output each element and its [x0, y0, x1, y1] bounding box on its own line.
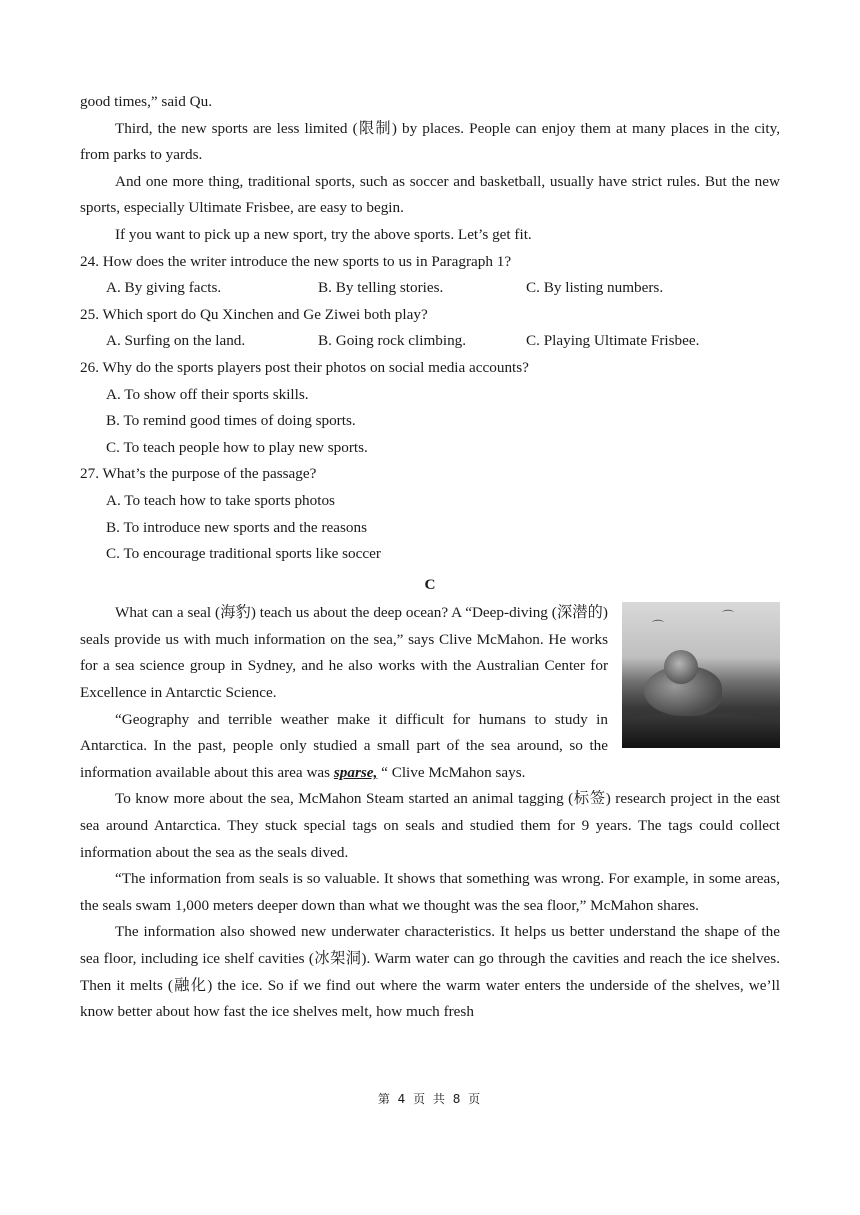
exam-page [80, 89, 780, 1026]
paragraph: And one more thing, traditional sports, such as soccer and basketball, usually have strict rules. But the new sports, especially Ultimate Frisbee, are easy to begin. [80, 172, 780, 217]
question-stem: 27. What’s the purpose of the passage? [80, 465, 317, 483]
question-stem: 26. Why do the sports players post their photos on social media accounts? [80, 358, 529, 376]
paragraph: If you want to pick up a new sport, try the above sports. Let’s get fit. [115, 225, 532, 243]
question-25 [80, 302, 780, 355]
paragraph: The information also showed new underwater characteristics. It helps us better understand the shape of the sea floor, including ice shelf cavities (冰架洞). Warm water can go through the cavities and reach the ice shelves. Then it melts (融化) the ice. So if we find out where the warm water enters the underside of the shelves, we’ll know better about how fast the ice shelves melt, how much fresh [80, 923, 780, 1021]
option-a: A. To show off their sports skills. [106, 385, 309, 403]
section-heading: C [424, 575, 436, 593]
seal-photo [622, 602, 780, 748]
passage-c-intro [80, 600, 780, 786]
option-a: A. Surfing on the land. [106, 332, 246, 350]
option-b: B. To introduce new sports and the reasons [106, 518, 368, 536]
option-b: B. By telling stories. [318, 279, 444, 297]
seagull-icon: ⌒ [652, 619, 665, 634]
paragraph: good times,” said Qu. [80, 93, 213, 110]
paragraph-text: “ Clive McMahon says. [377, 763, 526, 781]
option-c: C. To teach people how to play new sports. [106, 438, 368, 456]
option-row [80, 328, 780, 355]
question-26 [80, 355, 780, 461]
paragraph: Third, the new sports are less limited (限制) by places. People can enjoy them at many places in the city, from parks to yards. [80, 119, 780, 164]
option-b: B. Going rock climbing. [318, 332, 467, 350]
option-row [80, 275, 780, 302]
option-a: A. By giving facts. [106, 279, 222, 297]
paragraph: What can a seal (海豹) teach us about the deep ocean? A “Deep-diving (深潜的) seals provide us with much information on the sea,” says Clive McMahon. He works for a sea science group in Sydney, and he also works with the Australian Center for Excellence in Antarctic Science. [80, 604, 608, 702]
question-stem: 25. Which sport do Qu Xinchen and Ge Ziwei both play? [80, 305, 428, 323]
paragraph: “The information from seals is so valuable. It shows that something was wrong. For example, in some areas, the seals swam 1,000 meters deeper down than what we thought was the sea floor,” McMahon shares. [80, 870, 780, 914]
page-footer: 第 4 页 共 8 页 [377, 1092, 483, 1106]
seagull-icon: ⌒ [722, 609, 735, 624]
option-c: C. To encourage traditional sports like soccer [106, 545, 381, 563]
option-c: C. Playing Ultimate Frisbee. [526, 332, 700, 350]
question-27 [80, 461, 780, 567]
key-word: sparse, [333, 763, 378, 781]
paragraph: To know more about the sea, McMahon Steam started an animal tagging (标签) research project in the east sea around Antarctica. They stuck special tags on seals and studied them for 9 years. The tags could collect information about the sea as the seals dived. [80, 790, 780, 861]
option-c: C. By listing numbers. [526, 279, 664, 297]
question-24 [80, 249, 780, 302]
paragraph-text: “Geography and terrible weather make it difficult for humans to study in Antarctica. In the past, people only studied a small part of the sea around, so the information available about this area was [80, 710, 608, 781]
option-b: B. To remind good times of doing sports. [106, 412, 356, 430]
rock-shape [622, 714, 780, 748]
question-stem: 24. How does the writer introduce the new sports to us in Paragraph 1? [80, 252, 512, 270]
option-a: A. To teach how to take sports photos [106, 491, 335, 509]
